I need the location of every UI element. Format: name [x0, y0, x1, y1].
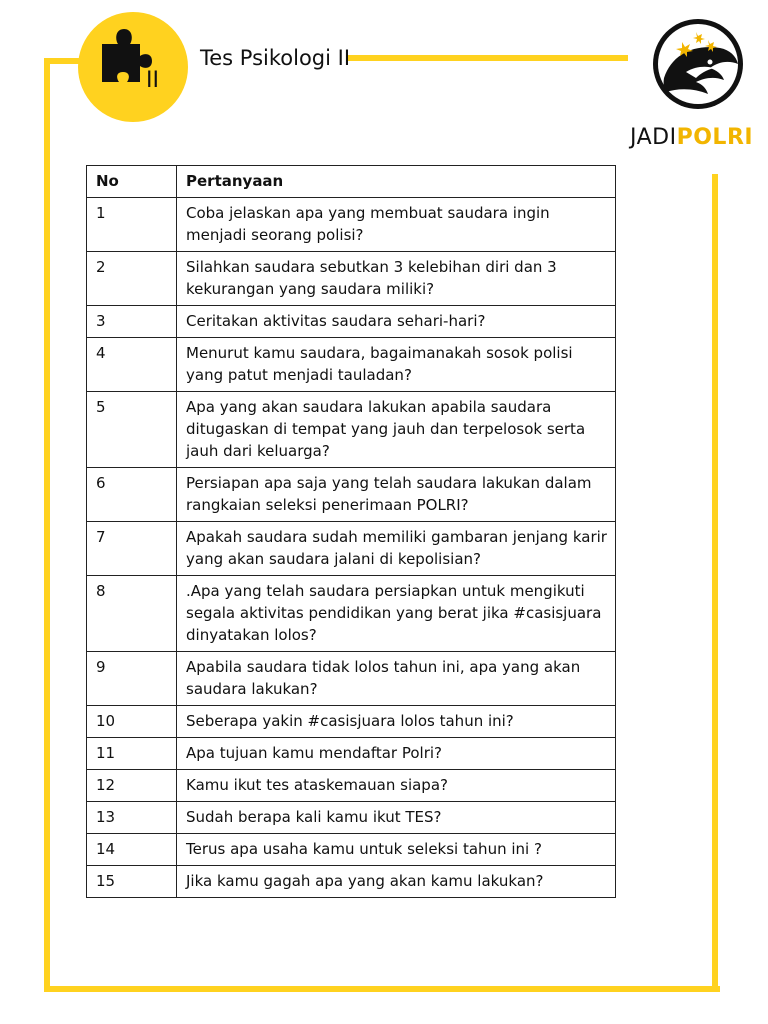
- row-question: Silahkan saudara sebutkan 3 kelebihan diri dan 3 kekurangan yang saudara miliki?: [177, 252, 616, 306]
- table-row: [87, 252, 616, 306]
- column-header-question: Pertanyaan: [177, 166, 616, 198]
- table-row: [87, 866, 616, 898]
- frame-line-top-right: [346, 55, 628, 61]
- frame-line-right: [712, 174, 718, 992]
- row-question: Kamu ikut tes ataskemauan siapa?: [177, 770, 616, 802]
- row-number: 8: [87, 576, 177, 652]
- brand-logotype: [630, 124, 753, 152]
- table-row: [87, 198, 616, 252]
- row-number: 3: [87, 306, 177, 338]
- badge-numeral: II: [146, 68, 159, 93]
- row-question: Apabila saudara tidak lolos tahun ini, apa yang akan saudara lakukan?: [177, 652, 616, 706]
- table-row: [87, 306, 616, 338]
- row-question: Apa yang akan saudara lakukan apabila saudara ditugaskan di tempat yang jauh dan terpelosok serta jauh dari keluarga?: [177, 392, 616, 468]
- table-row: [87, 338, 616, 392]
- table-row: [87, 468, 616, 522]
- row-question: .Apa yang telah saudara persiapkan untuk mengikuti segala aktivitas pendidikan yang berat jika #casisjuara dinyatakan lolos?: [177, 576, 616, 652]
- page-title: Tes Psikologi II: [200, 46, 351, 70]
- row-number: 7: [87, 522, 177, 576]
- table-row: [87, 770, 616, 802]
- row-number: 13: [87, 802, 177, 834]
- table-row: [87, 522, 616, 576]
- question-table: [86, 165, 616, 898]
- table-row: [87, 652, 616, 706]
- row-question: Menurut kamu saudara, bagaimanakah sosok polisi yang patut menjadi tauladan?: [177, 338, 616, 392]
- table-row: [87, 576, 616, 652]
- row-number: 15: [87, 866, 177, 898]
- row-question: Jika kamu gagah apa yang akan kamu lakukan?: [177, 866, 616, 898]
- row-question: Apakah saudara sudah memiliki gambaran jenjang karir yang akan saudara jalani di kepolisian?: [177, 522, 616, 576]
- row-question: Coba jelaskan apa yang membuat saudara ingin menjadi seorang polisi?: [177, 198, 616, 252]
- brand-part-2: POLRI: [676, 125, 754, 150]
- table-row: [87, 802, 616, 834]
- row-number: 2: [87, 252, 177, 306]
- table-row: [87, 706, 616, 738]
- row-question: Apa tujuan kamu mendaftar Polri?: [177, 738, 616, 770]
- frame-line-top-left: [44, 58, 80, 64]
- row-number: 12: [87, 770, 177, 802]
- brand-part-1: JADI: [630, 125, 677, 150]
- row-question: Seberapa yakin #casisjuara lolos tahun ini?: [177, 706, 616, 738]
- row-question: Sudah berapa kali kamu ikut TES?: [177, 802, 616, 834]
- table-row: [87, 738, 616, 770]
- row-number: 11: [87, 738, 177, 770]
- row-number: 5: [87, 392, 177, 468]
- row-number: 9: [87, 652, 177, 706]
- row-number: 4: [87, 338, 177, 392]
- row-question: Terus apa usaha kamu untuk seleksi tahun ini ?: [177, 834, 616, 866]
- row-question: Ceritakan aktivitas saudara sehari-hari?: [177, 306, 616, 338]
- column-header-no: No: [87, 166, 177, 198]
- table-body: [87, 198, 616, 898]
- table-header-row: [87, 166, 616, 198]
- row-number: 10: [87, 706, 177, 738]
- eagle-emblem-icon: [652, 18, 744, 110]
- row-number: 6: [87, 468, 177, 522]
- table-row: [87, 834, 616, 866]
- row-question: Persiapan apa saja yang telah saudara lakukan dalam rangkaian seleksi penerimaan POLRI?: [177, 468, 616, 522]
- puzzle-badge: [78, 12, 188, 122]
- table-row: [87, 392, 616, 468]
- row-number: 14: [87, 834, 177, 866]
- frame-line-left: [44, 58, 50, 992]
- puzzle-piece-icon: [78, 12, 188, 122]
- row-number: 1: [87, 198, 177, 252]
- frame-line-bottom: [44, 986, 720, 992]
